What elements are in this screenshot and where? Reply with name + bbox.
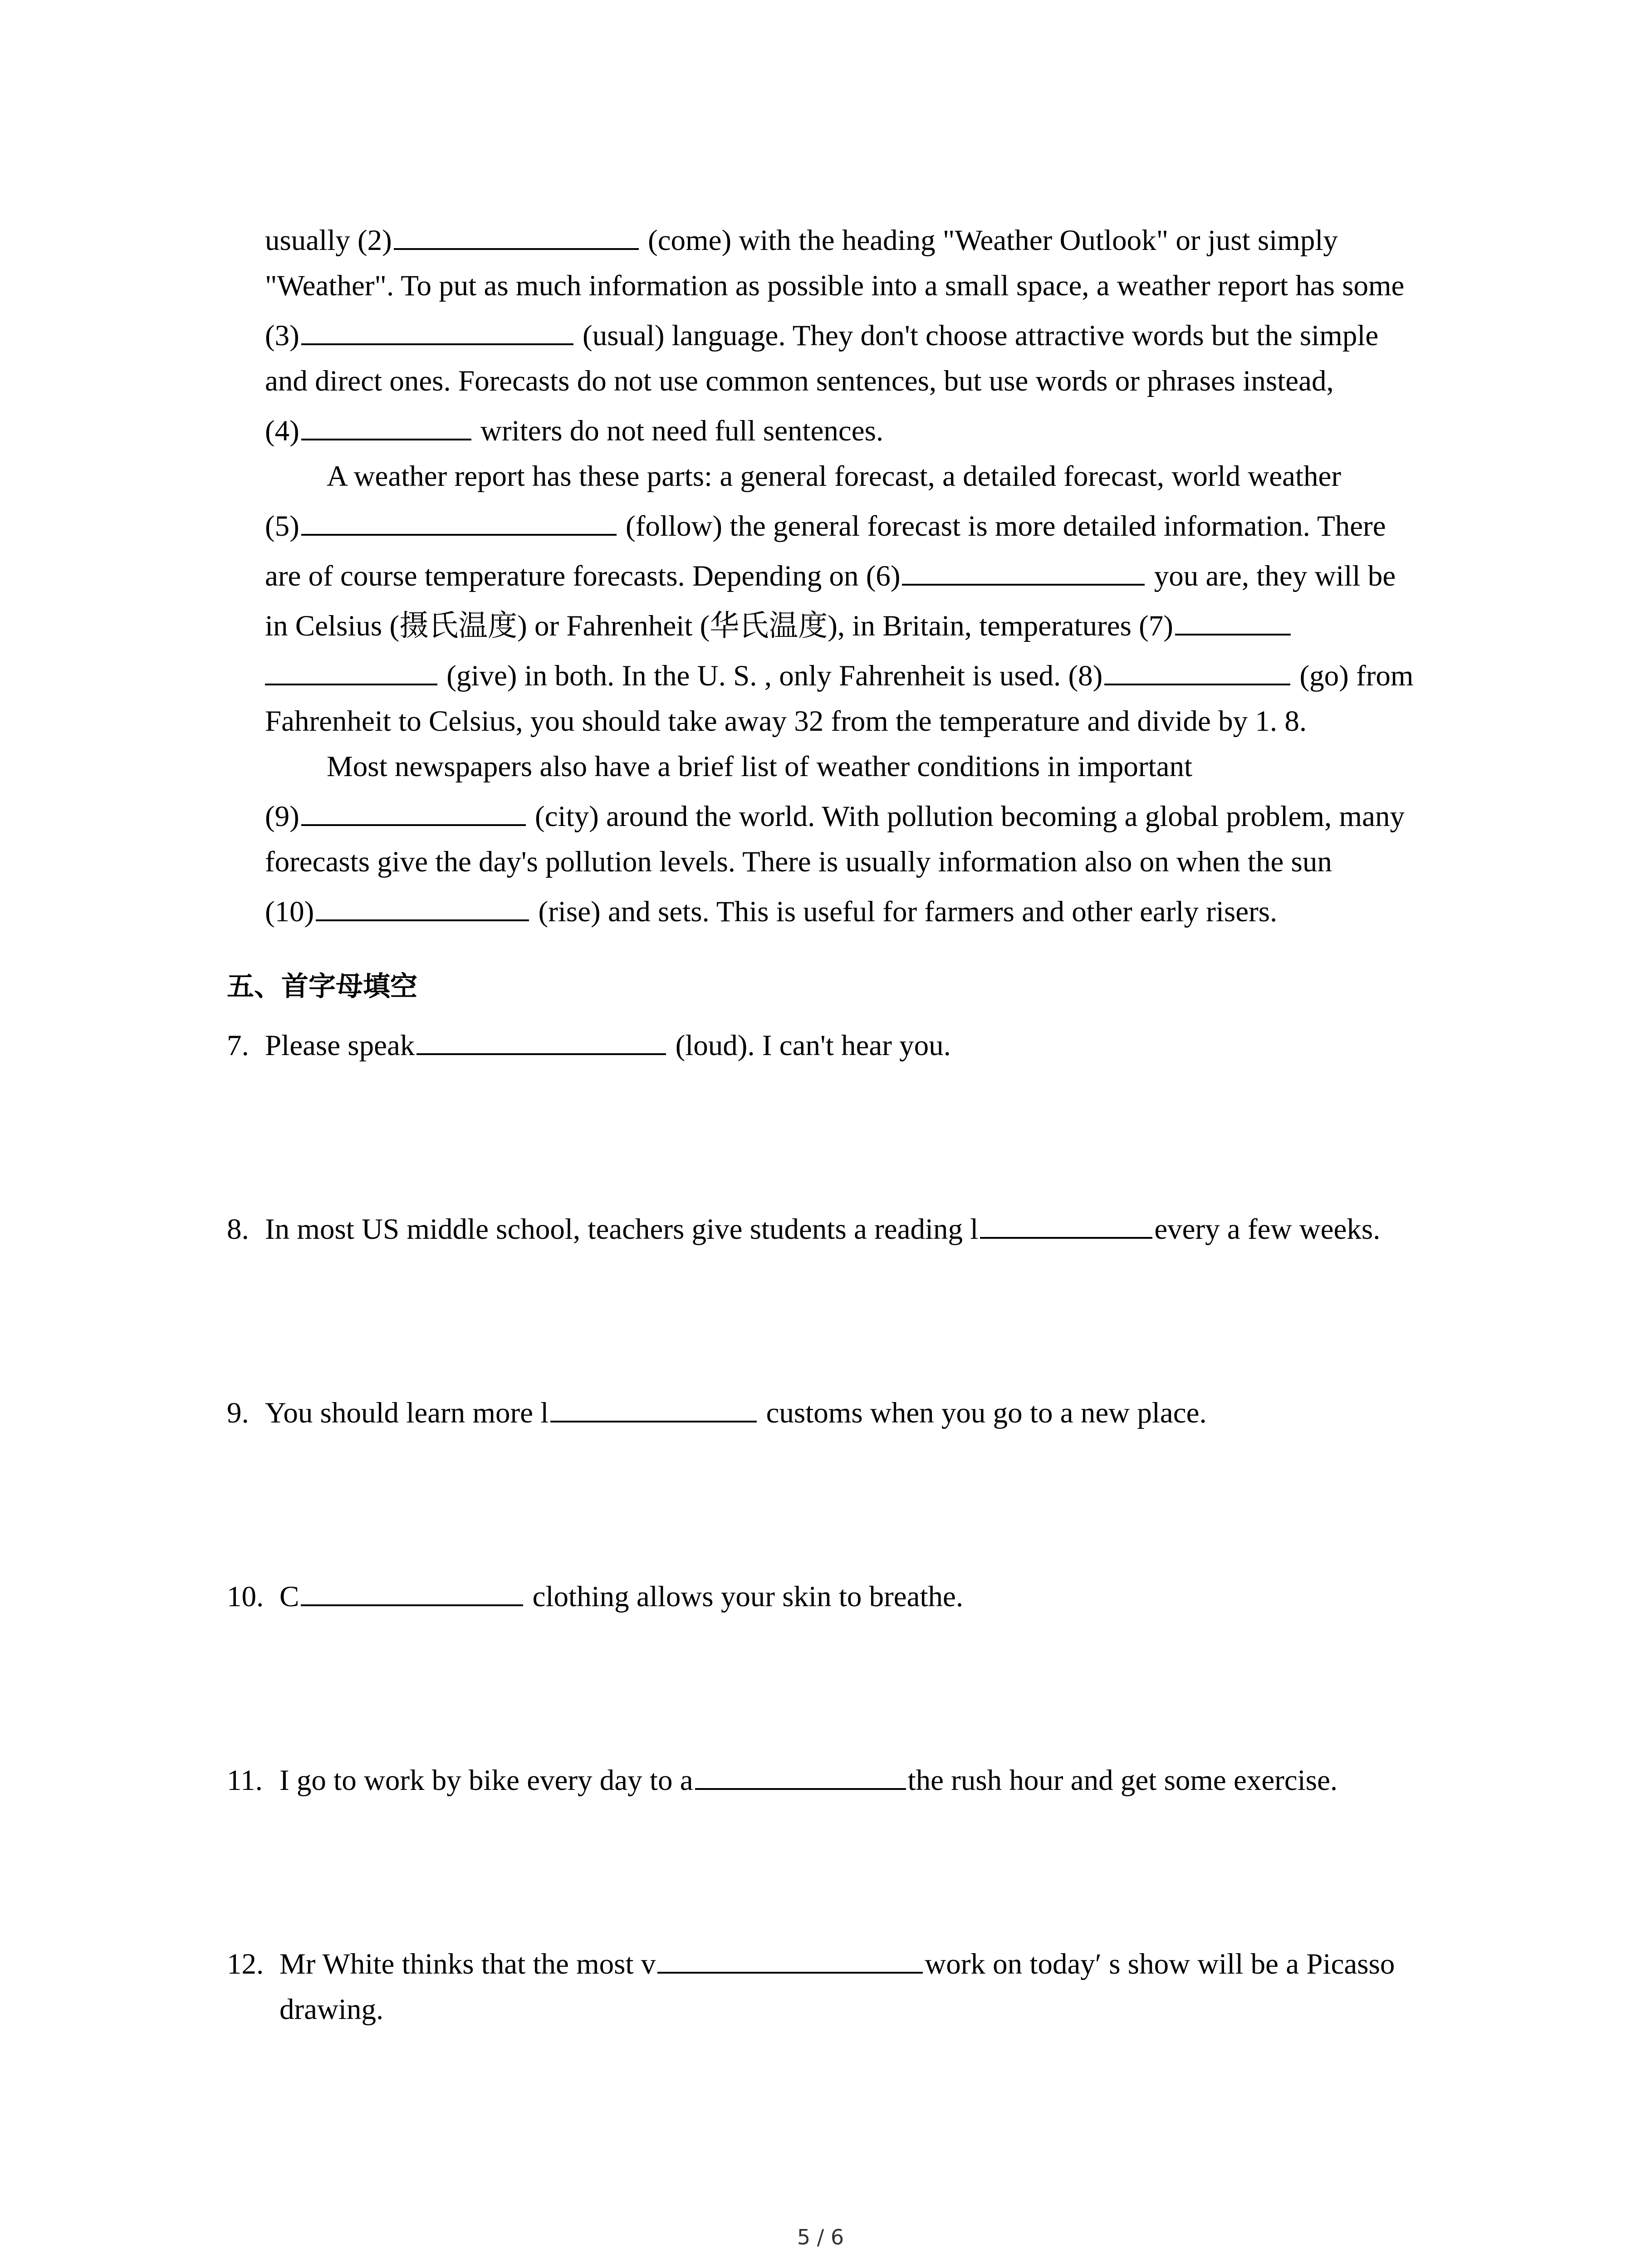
question-11 — [227, 1758, 1452, 1803]
passage-text: (usual) language. They don't choose attractive words but the simple — [575, 319, 1379, 352]
question-text: In most US middle school, teachers give students a reading l — [265, 1213, 979, 1246]
passage-text: you are, they will be — [1146, 560, 1396, 592]
question-text: the rush hour and get some exercise. — [907, 1764, 1338, 1797]
question-text: (loud). I can't hear you. — [668, 1029, 951, 1062]
passage-line-5 — [265, 411, 1463, 451]
passage-line-15 — [265, 891, 1463, 932]
page-number: 5 / 6 — [797, 2225, 844, 2249]
answer-blank[interactable] — [695, 1760, 906, 1790]
passage-text: (4) — [265, 415, 299, 447]
blank-4[interactable] — [301, 411, 471, 440]
blank-3[interactable] — [301, 315, 573, 345]
question-9 — [227, 1390, 1452, 1436]
passage-text: usually (2) — [265, 224, 392, 257]
question-number: 10. — [227, 1580, 264, 1613]
blank-7b[interactable] — [265, 655, 437, 685]
question-10 — [227, 1574, 1452, 1619]
passage-text: (city) around the world. With pollution becoming a global problem, many — [527, 800, 1405, 833]
passage-line-10 — [265, 655, 1463, 696]
passage-text: (come) with the heading "Weather Outlook" or just simply — [640, 224, 1338, 257]
passage-line-9 — [265, 606, 1463, 646]
passage-text: are of course temperature forecasts. Depending on (6) — [265, 560, 901, 592]
question-text: work on today′ s show will be a Picasso — [925, 1948, 1395, 1980]
question-7 — [227, 1023, 1452, 1068]
question-text: every a few weeks. — [1154, 1213, 1381, 1246]
passage-text: (5) — [265, 510, 299, 543]
question-number: 8. — [227, 1213, 249, 1246]
question-text: customs when you go to a new place. — [759, 1397, 1207, 1429]
question-number: 11. — [227, 1764, 263, 1797]
question-12 — [227, 1941, 1452, 2032]
question-text: I go to work by bike every day to a — [279, 1764, 693, 1797]
passage-line-2: "Weather". To put as much information as possible into a small space, a weather report has some — [265, 269, 1405, 302]
passage-text: writers do not need full sentences. — [473, 415, 884, 447]
passage-text: (3) — [265, 319, 299, 352]
passage-line-7 — [265, 506, 1463, 547]
answer-blank[interactable] — [550, 1393, 757, 1422]
blank-10[interactable] — [316, 891, 529, 921]
answer-blank[interactable] — [301, 1576, 523, 1606]
question-text: clothing allows your skin to breathe. — [525, 1580, 964, 1613]
passage-text: (follow) the general forecast is more detailed information. There — [618, 510, 1386, 543]
question-number: 7. — [227, 1029, 249, 1062]
question-text: Please speak — [265, 1029, 415, 1062]
passage-text: in Celsius (摄氏温度) or Fahrenheit (华氏温度), in Britain, temperatures (7) — [265, 610, 1173, 642]
passage-line-14: forecasts give the day's pollution levels. There is usually information also on when the sun — [265, 846, 1332, 878]
answer-blank[interactable] — [657, 1944, 923, 1974]
passage-text: (rise) and sets. This is useful for farmers and other early risers. — [531, 895, 1278, 928]
passage-line-1 — [265, 220, 1463, 261]
question-text: Mr White thinks that the most v — [279, 1948, 656, 1980]
question-text-continued: drawing. — [279, 1993, 384, 2026]
passage-line-12: Most newspapers also have a brief list of weather conditions in important — [327, 750, 1193, 783]
passage-line-13 — [265, 796, 1463, 837]
blank-6[interactable] — [902, 556, 1145, 586]
passage-text: (9) — [265, 800, 299, 833]
passage-text: (give) in both. In the U. S. , only Fahrenheit is used. (8) — [439, 660, 1103, 692]
question-text: You should learn more l — [265, 1397, 549, 1429]
question-number: 9. — [227, 1397, 249, 1429]
passage-line-6: A weather report has these parts: a general forecast, a detailed forecast, world weather — [327, 460, 1342, 493]
passage-line-3 — [265, 315, 1463, 356]
passage-line-8 — [265, 556, 1463, 596]
passage-text: (10) — [265, 895, 314, 928]
question-text: C — [279, 1580, 299, 1613]
answer-blank[interactable] — [416, 1025, 666, 1055]
answer-blank[interactable] — [980, 1209, 1152, 1239]
question-8 — [227, 1207, 1452, 1252]
passage-line-11: Fahrenheit to Celsius, you should take away 32 from the temperature and divide by 1. 8. — [265, 705, 1307, 738]
section-title: 五、首字母填空 — [227, 971, 417, 1002]
question-number: 12. — [227, 1948, 264, 1980]
blank-5[interactable] — [301, 506, 617, 536]
blank-9[interactable] — [301, 796, 526, 826]
blank-2[interactable] — [394, 220, 639, 250]
passage-text: (go) from — [1292, 660, 1414, 692]
passage-line-4: and direct ones. Forecasts do not use common sentences, but use words or phrases instead, — [265, 365, 1334, 397]
blank-8[interactable] — [1104, 655, 1290, 685]
blank-7a[interactable] — [1175, 606, 1291, 635]
